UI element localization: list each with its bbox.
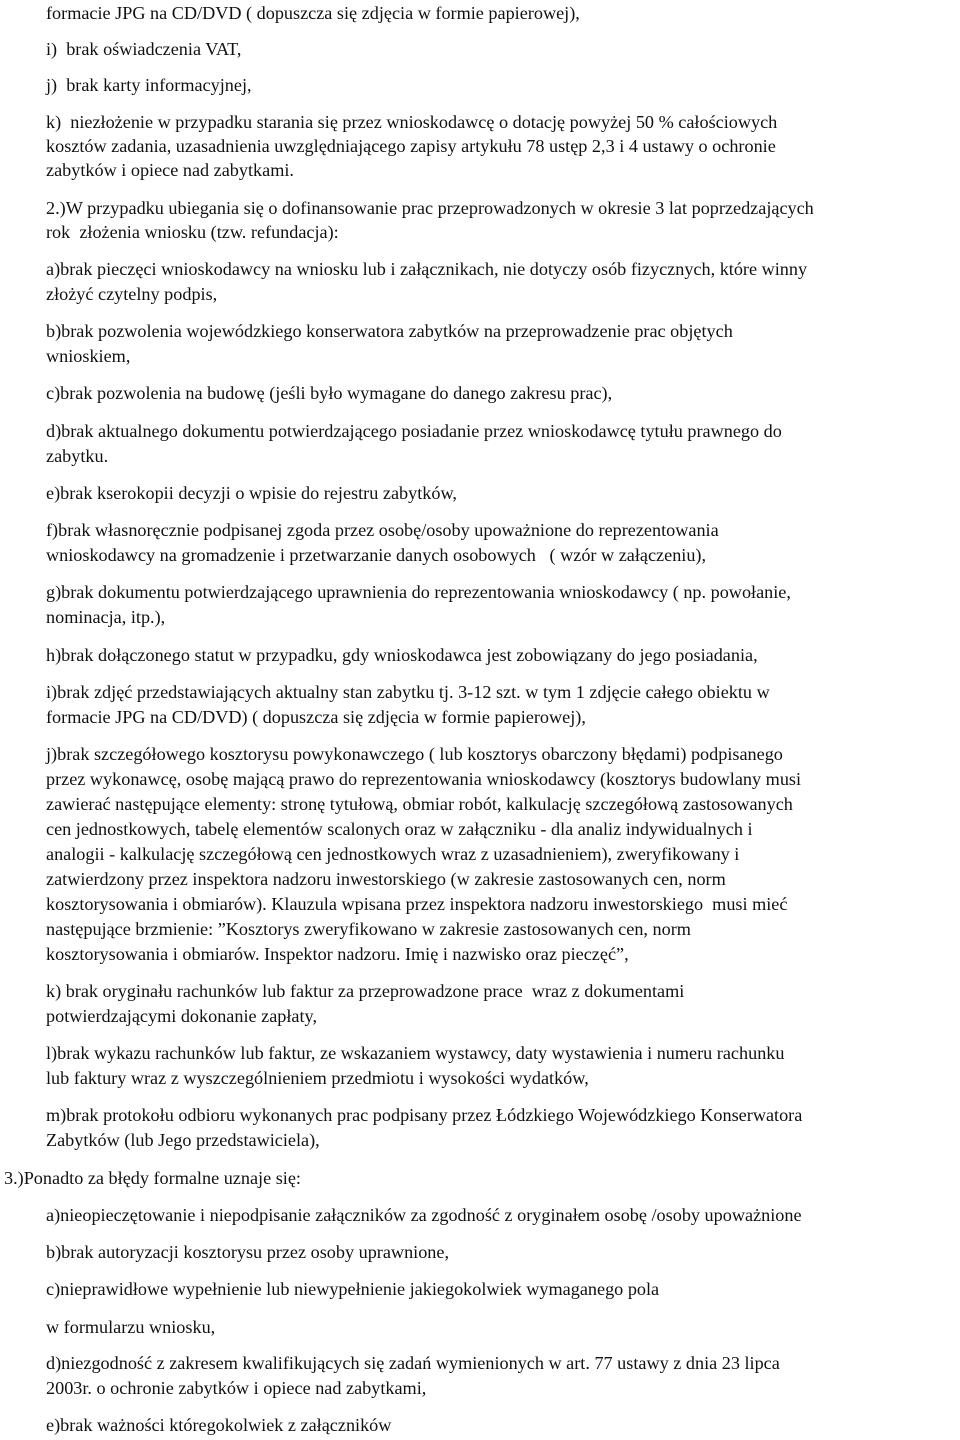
text-line: potwierdzającymi dokonanie zapłaty, (46, 1006, 318, 1026)
text-line: k) niezłożenie w przypadku starania się przez wnioskodawcę o dotację powyżej 50 % całościowych (46, 112, 778, 132)
text-line: następujące brzmienie: ”Kosztorys zweryfikowano w zakresie zastosowanych cen, norm (46, 919, 691, 939)
text-line: cen jednostkowych, tabelę elementów scalonych oraz w załączniku - dla analiz indywidualnych i (46, 819, 753, 839)
text-line: k) brak oryginału rachunków lub faktur za przeprowadzone prace wraz z dokumentami (46, 981, 685, 1001)
text-line: rok złożenia wniosku (tzw. refundacja): (46, 222, 339, 242)
text-line: przez wykonawcę, osobę mającą prawo do reprezentowania wnioskodawcy (kosztorys budowlany musi (46, 769, 802, 789)
text-line: b)brak pozwolenia wojewódzkiego konserwatora zabytków na przeprowadzenie prac objętych (46, 321, 733, 341)
text-line: kosztorysowania i obmiarów. Inspektor nadzoru. Imię i nazwisko oraz pieczęć”, (46, 944, 629, 964)
text-line: g)brak dokumentu potwierdzającego uprawnienia do reprezentowania wnioskodawcy ( np. powołanie, (46, 582, 791, 602)
text-line: formacie JPG na CD/DVD) ( dopuszcza się zdjęcia w formie papierowej), (46, 707, 586, 727)
text-line: zabytków i opiece nad zabytkami. (46, 160, 294, 180)
text-line: Zabytków (lub Jego przedstawiciela), (46, 1130, 320, 1150)
text-line: h)brak dołączonego statut w przypadku, gdy wnioskodawca jest zobowiązany do jego posiadania, (46, 645, 758, 665)
text-line: d)brak aktualnego dokumentu potwierdzającego posiadanie przez wnioskodawcę tytułu prawnego do (46, 421, 782, 441)
text-line: c)brak pozwolenia na budowę (jeśli było wymagane do danego zakresu prac), (46, 383, 613, 403)
text-line: e)brak ważności któregokolwiek z załączników (46, 1415, 392, 1435)
text-line: j)brak szczegółowego kosztorysu powykonawczego ( lub kosztorys obarczony błędami) podpisanego (46, 744, 783, 764)
text-line: złożyć czytelny podpis, (46, 284, 218, 304)
text-line: wnioskiem, (46, 346, 131, 366)
text-line: zawierać następujące elementy: stronę tytułową, obmiar robót, kalkulację szczegółową zastosowanych (46, 794, 793, 814)
text-line: 2003r. o ochronie zabytków i opiece nad zabytkami, (46, 1378, 427, 1398)
text-line: wnioskodawcy na gromadzenie i przetwarzanie danych osobowych ( wzór w załączeniu), (46, 545, 707, 565)
text-line: nominacja, itp.), (46, 607, 166, 627)
text-line: m)brak protokołu odbioru wykonanych prac podpisany przez Łódzkiego Wojewódzkiego Konserwatora (46, 1105, 803, 1125)
text-line: w formularzu wniosku, (46, 1317, 216, 1337)
text-line: analogii - kalkulację szczegółową cen jednostkowych wraz z uzasadnieniem), zweryfikowany i (46, 844, 740, 864)
text-line: a)nieopieczętowanie i niepodpisanie załączników za zgodność z oryginałem osobę /osoby upoważnione (46, 1205, 802, 1225)
text-line: formacie JPG na CD/DVD ( dopuszcza się zdjęcia w formie papierowej), (46, 3, 580, 23)
text-line: a)brak pieczęci wnioskodawcy na wniosku lub i załącznikach, nie dotyczy osób fizycznych, które winny (46, 259, 808, 279)
text-line: 2.)W przypadku ubiegania się o dofinansowanie prac przeprowadzonych w okresie 3 lat poprzedzających (46, 198, 814, 218)
text-line: b)brak autoryzacji kosztorysu przez osoby uprawnione, (46, 1242, 450, 1262)
text-line: kosztorysowania i obmiarów). Klauzula wpisana przez inspektora nadzoru inwestorskiego musi mieć (46, 894, 788, 914)
text-line: j) brak karty informacyjnej, (46, 75, 252, 95)
text-line: e)brak kserokopii decyzji o wpisie do rejestru zabytków, (46, 483, 457, 503)
text-line: kosztów zadania, uzasadnienia uwzględniającego zapisy artykułu 78 ustęp 2,3 i 4 ustawy o ochronie (46, 136, 776, 156)
section-heading: 3.)Ponadto za błędy formalne uznaje się: (4, 1168, 301, 1188)
text-line: i) brak oświadczenia VAT, (46, 39, 242, 59)
text-line: d)niezgodność z zakresem kwalifikujących się zadań wymienionych w art. 77 ustawy z dnia 23 lipca (46, 1353, 780, 1373)
text-line: c)nieprawidłowe wypełnienie lub niewypełnienie jakiegokolwiek wymaganego pola (46, 1279, 660, 1299)
text-line: zabytku. (46, 446, 109, 466)
text-line: l)brak wykazu rachunków lub faktur, ze wskazaniem wystawcy, daty wystawienia i numeru rachunku (46, 1043, 785, 1063)
text-line: zatwierdzony przez inspektora nadzoru inwestorskiego (w zakresie zastosowanych cen, norm (46, 869, 726, 889)
text-line: lub faktury wraz z wyszczególnieniem przedmiotu i wysokości wydatków, (46, 1068, 589, 1088)
text-line: f)brak własnoręcznie podpisanej zgoda przez osobę/osoby upoważnione do reprezentowania (46, 520, 719, 540)
text-line: i)brak zdjęć przedstawiających aktualny stan zabytku tj. 3-12 szt. w tym 1 zdjęcie całego obiektu w (46, 682, 770, 702)
